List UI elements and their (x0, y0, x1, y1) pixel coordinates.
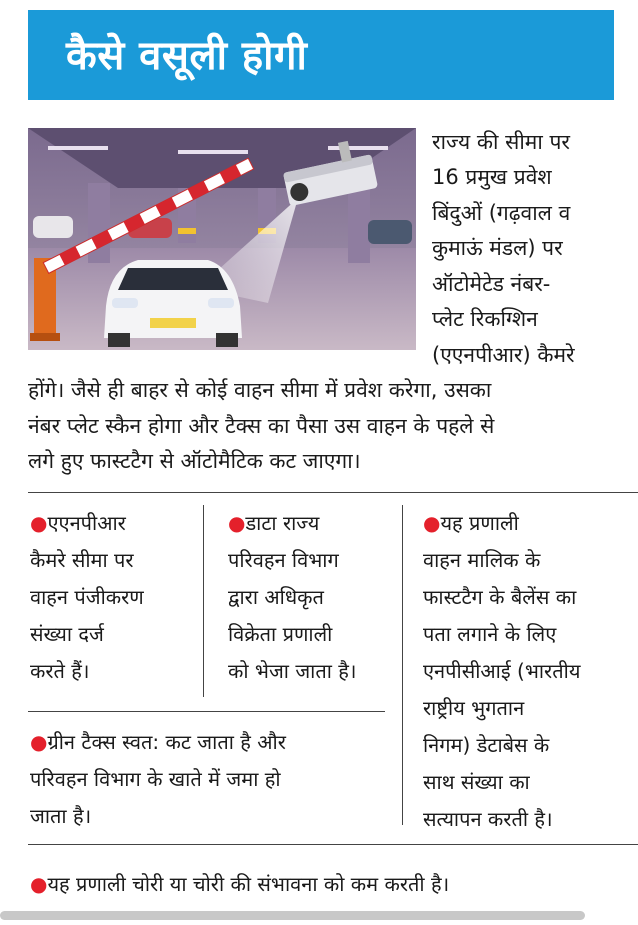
intro-line-5: ऑटोमेटेड नंबर- (432, 272, 551, 296)
point-green-tax: ●ग्रीन टैक्स स्वत: कट जाता है और परिवहन विभाग के खाते में जमा हो जाता है। (30, 730, 286, 828)
divider-top (28, 492, 638, 493)
divider-vertical-1 (203, 505, 204, 697)
intro-line-8: होंगे। जैसे ही बाहर से कोई वाहन सीमा में प्रवेश करेगा, उसका (28, 378, 492, 402)
intro-line-1: राज्य की सीमा पर (432, 130, 570, 154)
point-theft-prevention: ●यह प्रणाली चोरी या चोरी की संभावना को कम करती है। (30, 872, 450, 896)
divider-vertical-2 (402, 505, 403, 825)
divider-bottom (28, 844, 638, 845)
bullet-dot: ● (30, 511, 48, 535)
bullet-dot: ● (30, 730, 48, 754)
bullet-dot: ● (228, 511, 246, 535)
intro-line-9: नंबर प्लेट स्कैन होगा और टैक्स का पैसा उस वाहन के पहले से (28, 414, 495, 438)
intro-line-4: कुमाऊं मंडल) पर (432, 236, 563, 260)
bullet-dot: ● (423, 511, 441, 535)
intro-line-6: प्लेट रिकग्शिन (432, 307, 538, 331)
title-banner (28, 10, 614, 100)
horizontal-scrollbar[interactable] (0, 911, 585, 920)
bullet-dot: ● (30, 872, 48, 896)
point-npci-verification: ●यह प्रणाली वाहन मालिक के फास्टटैग के बैलेंस का पता लगाने के लिए एनपीसीआई (भारतीय राष्ट्रीय भुगतान निगम) डेटाबेस के साथ संख्या का सत्यापन करती है। (423, 511, 581, 831)
intro-line-2: 16 प्रमुख प्रवेश (432, 165, 552, 189)
intro-line-7: (एएनपीआर) कैमरे (432, 343, 575, 367)
page-title: कैसे वसूली होगी (66, 33, 308, 79)
intro-line-3: बिंदुओं (गढ़वाल व (432, 201, 571, 225)
intro-line-10: लगे हुए फास्टटैग से ऑटोमैटिक कट जाएगा। (28, 449, 361, 473)
point-data-transfer: ●डाटा राज्य परिवहन विभाग द्वारा अधिकृत विक्रेता प्रणाली को भेजा जाता है। (228, 511, 357, 683)
divider-middle (28, 711, 385, 712)
point-anpr: ●एएनपीआर कैमरे सीमा पर वाहन पंजीकरण संख्या दर्ज करते हैं। (30, 511, 144, 683)
parking-anpr-illustration (28, 128, 416, 350)
